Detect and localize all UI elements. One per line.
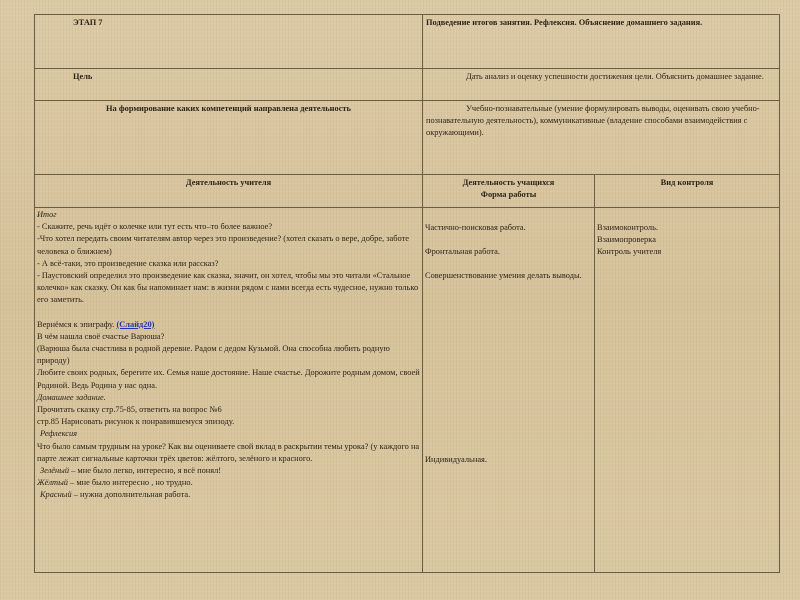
spacer [425,283,592,454]
yellow-card-line [37,477,420,489]
column-header-row [35,175,780,208]
header-work-form: Форма работы [480,190,537,200]
header-students: Деятельность учащихся [462,178,555,187]
teacher-line-4: - Паустовский определил это произведение как сказка, значит, он хотел, чтобы мы это читали «Стальное колечко» как сказку. Он как бы напоминает нам: в жизни рядом с нами всегда есть чудесное, нужно только его заметить. [37,271,419,305]
teacher-line-3: - А всё-таки, это произведение сказка или рассказ? [37,258,219,268]
spacer [37,307,420,319]
slide-link[interactable]: (Слайд20) [116,319,155,329]
yellow-text: – мне было интересно , но трудно. [67,478,193,488]
students-activity-cell [423,208,595,573]
green-card-line [37,465,420,477]
epigraph-text: Вернёмся к эпиграфу. [37,319,117,329]
control-type-cell [595,208,780,573]
homework-line-1: Прочитать сказку стр.75-85, ответить на вопрос №6 [37,405,222,415]
red-word: Красный [40,490,72,500]
yellow-word: Жёлтый [37,478,68,488]
competence-row [35,101,780,175]
reflection-heading: Рефлексия [40,429,78,439]
teacher-line-1: - Скажите, речь идёт о колечке или тут есть что–то более важное? [37,222,273,232]
teacher-line-2: -Что хотел передать своим читателям автор через это произведение? (хотел сказать о вере, добре, заботе человека о ближнем) [37,234,409,256]
homework-line-2: стр.85 Нарисовать рисунок к понравившемуся эпизоду. [37,417,235,427]
competence-label: На формирование каких компетенций направлена деятельность [106,104,351,113]
goal-text-cell [423,69,780,101]
spacer [425,234,592,246]
students-form-4: Индивидуальная. [425,454,487,464]
epigraph-line [37,319,420,331]
competence-label-cell [35,101,423,175]
header-control: Вид контроля [660,178,714,187]
lesson-table [34,14,780,573]
stage-title: Подведение итогов занятия. Рефлексия. Объяснение домашнего задания. [426,18,703,27]
control-type-1: Взаимоконтроль. [597,223,659,232]
spacer [425,209,592,222]
competence-text-cell [423,101,780,175]
green-text: – мне было легко, интересно, я всё понял! [69,466,222,476]
stage-label: ЭТАП 7 [73,18,103,27]
students-form-1: Частично-поисковая работа. [425,223,526,232]
homework-heading: Домашнее задание. [37,392,106,402]
teacher-activity-cell [35,208,423,573]
content-row [35,208,780,573]
goal-label-cell [35,69,423,101]
spacer [425,258,592,270]
question-line: В чём нашла своё счастье Варюша? [37,331,165,341]
spacer [597,209,777,222]
love-line: Любите своих родных, берегите их. Семья наше достояние. Наше счастье. Дорожите родным домом, своей Родиной. Ведь Родина у нас одна. [37,368,420,390]
stage-row [35,15,780,69]
header-teacher: Деятельность учителя [185,178,272,187]
students-form-2: Фронтальная работа. [425,247,500,257]
green-word: Зелёный [40,466,70,476]
stage-title-cell [423,15,780,69]
control-type-3: Контроль учителя [597,247,662,257]
goal-row [35,69,780,101]
goal-label: Цель [73,72,93,81]
goal-text: Дать анализ и оценку успешности достижения цели. Объяснить домашнее задание. [466,72,764,81]
red-text: – нужна дополнительная работа. [71,490,191,500]
red-card-line [37,489,420,501]
itog-heading: Итог [37,210,57,219]
control-type-2: Взаимопроверка [597,235,656,245]
students-form-3: Совершенствование умения делать выводы. [425,271,582,281]
lesson-plan-sheet [34,14,779,574]
competence-text: Учебно-познавательные (умение формулировать выводы, оценивать свою учебно-познавательную деятельность), коммуникативные (владение способами взаимодействия с окружающими). [426,104,760,138]
reflection-text: Что было самым трудным на уроке? Как вы оцениваете свой вклад в раскрытии темы урока? (у каждого на парте лежат сигнальные карточки трёх цветов: жёлтого, зелёного и красного. [37,441,420,463]
header-control-cell [595,175,780,208]
answer-line: (Варюша была счастлива в родной деревне. Радом с дедом Кузьмой. Она способна любить родную природу) [37,344,390,366]
header-teacher-cell [35,175,423,208]
header-students-cell [423,175,595,208]
stage-label-cell [35,15,423,69]
